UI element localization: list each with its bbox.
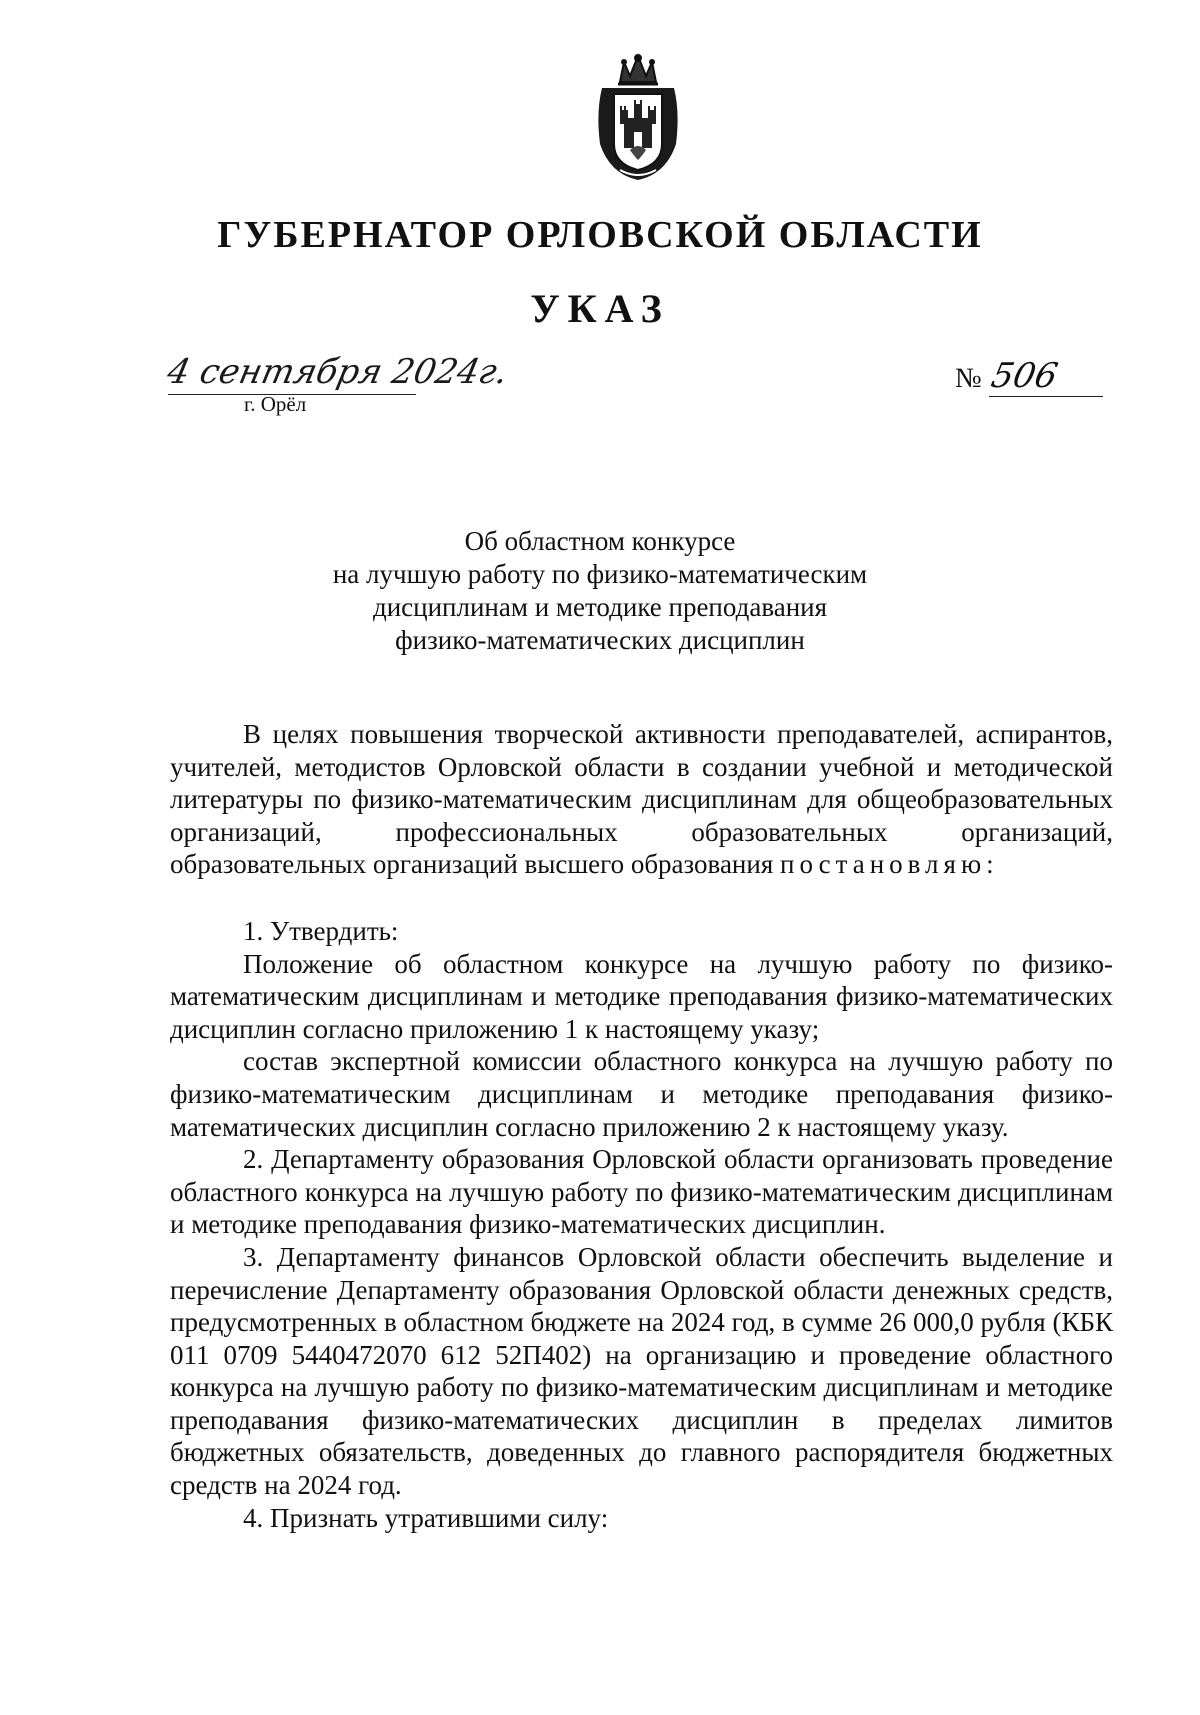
subject-line: дисциплинам и методике преподавания — [372, 592, 828, 622]
issuer-title: ГУБЕРНАТОР ОРЛОВСКОЙ ОБЛАСТИ — [217, 214, 983, 256]
issue-city: г. Орёл — [244, 392, 307, 416]
document-number — [955, 356, 1061, 396]
subject-line: физико-математических дисциплин — [395, 625, 805, 655]
clause-1-item-b: состав экспертной комиссии областного конкурса на лучшую работу по физико-математическим дисциплинам и методике преподавания физико-математических дисциплин согласно приложению 2 к настоящему указу. — [170, 1046, 1113, 1142]
decree-body — [170, 718, 1113, 1534]
clause-2: 2. Департаменту образования Орловской области организовать проведение областного конкурса на лучшую работу по физико-математическим дисциплинам и методике преподавания физико-математических дисциплин. — [170, 1144, 1113, 1240]
subject-line: Об областном конкурсе — [464, 526, 736, 556]
clause-1-item-a: Положение об областном конкурсе на лучшую работу по физико-математическим дисциплинам и методике преподавания физико-математических дисциплин согласно приложению 1 к настоящему указу; — [170, 948, 1113, 1044]
handwritten-date: 4 сентября 2024г. — [163, 352, 512, 392]
clause-4: 4. Признать утратившими силу: — [243, 1502, 609, 1533]
number-underline — [989, 396, 1103, 397]
preamble-text: В целях повышения творческой активности преподавателей, аспирантов, учителей, методистов Орловской области в создании учебной и методической литературы по физико-математическим дисциплинам для общеобразовательных организаций, профессиональных образовательных организаций, образовательных организаций высшего образования — [170, 719, 1113, 880]
clause-3: 3. Департаменту финансов Орловской области обеспечить выделение и перечисление Департаменту образования Орловской области денежных средств, предусмотренных в областном бюджете на 2024 год, в сумме 26 000,0 рубля (КБК 011 0709 5440472070 612 52П402) на организацию и проведение областного конкурса на лучшую работу по физико-математическим дисциплинам и методике преподавания физико-математических дисциплин в пределах лимитов бюджетных обязательств, доведенных до главного распорядителя бюджетных средств на 2024 год. — [170, 1241, 1113, 1501]
subject-line: на лучшую работу по физико-математическим — [332, 559, 868, 589]
clause-1: 1. Утвердить: — [243, 915, 399, 946]
preamble-keyword: постановляю — [780, 849, 987, 880]
preamble-paragraph — [170, 718, 1113, 881]
document-type-title: УКАЗ — [530, 286, 670, 331]
number-sign: № — [955, 363, 982, 394]
preamble-end: : — [986, 849, 994, 880]
coat-of-arms-emblem — [590, 52, 686, 182]
handwritten-number: 506 — [987, 356, 1061, 396]
decree-subject — [0, 525, 1200, 657]
